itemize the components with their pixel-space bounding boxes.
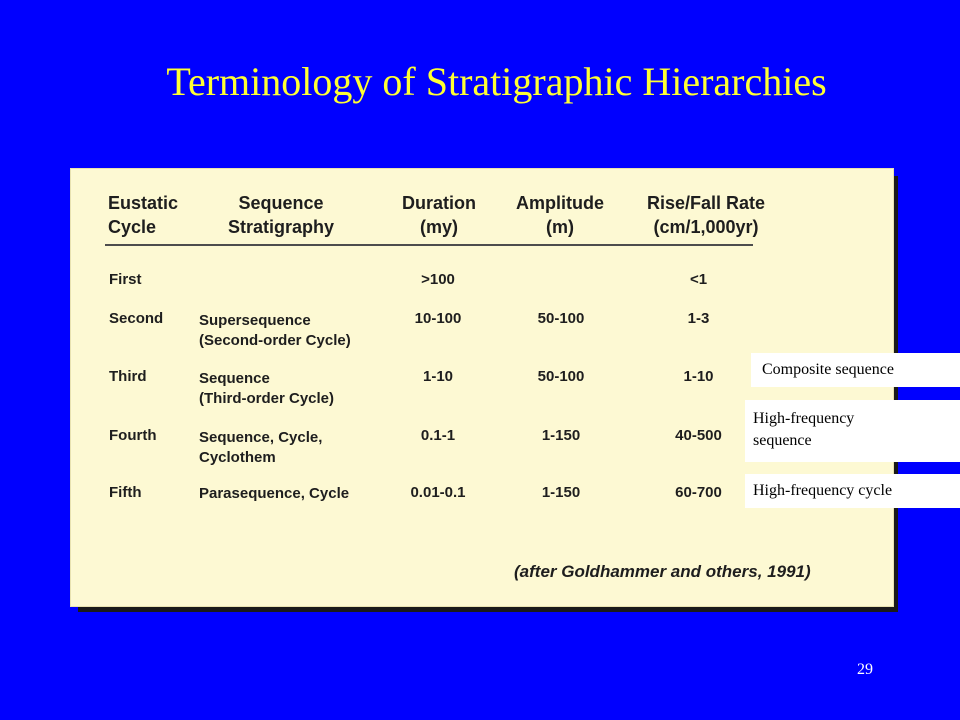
header-text: Eustatic: [108, 193, 179, 213]
header-text: Duration: [402, 193, 476, 213]
cell-text: Supersequence: [199, 312, 311, 329]
note-high-frequency-sequence: [745, 400, 960, 462]
cell-sequence: [199, 369, 334, 409]
cell-amplitude: 50-100: [537, 310, 585, 327]
header-eustatic-cycle: [108, 191, 178, 239]
header-sequence-stratigraphy: [213, 191, 349, 239]
header-duration: [391, 191, 487, 239]
cell-cycle: Fifth: [109, 484, 142, 501]
header-text: (my): [419, 217, 458, 237]
cell-text: Sequence, Cycle,: [199, 429, 323, 446]
note-text: sequence: [753, 432, 812, 449]
header-divider: [105, 244, 753, 246]
header-text: (m): [546, 217, 574, 237]
cell-cycle: First: [109, 271, 142, 288]
cell-duration: 10-100: [414, 310, 462, 327]
slide-title: Terminology of Stratigraphic Hierarchies: [166, 59, 827, 104]
cell-text: Sequence: [199, 370, 270, 387]
hierarchy-table: [70, 168, 894, 607]
cell-text: (Second-order Cycle): [199, 332, 351, 349]
cell-duration: 1-10: [422, 368, 454, 385]
cell-duration: 0.1-1: [420, 427, 456, 444]
header-text: Amplitude: [516, 193, 604, 213]
cell-rate: 40-500: [675, 427, 722, 444]
note-high-frequency-cycle: High-frequency cycle: [745, 474, 960, 508]
cell-cycle: Fourth: [109, 427, 157, 444]
cell-text: Cyclothem: [199, 449, 276, 466]
header-text: Cycle: [108, 217, 157, 237]
cell-rate: <1: [689, 271, 708, 288]
header-text: Rise/Fall Rate: [646, 193, 766, 213]
header-text: (cm/1,000yr): [653, 217, 759, 237]
cell-cycle: Second: [109, 310, 164, 327]
cell-rate: 1-3: [687, 310, 710, 327]
page-number: 29: [857, 661, 873, 678]
header-text: Stratigraphy: [227, 217, 335, 237]
header-text: Sequence: [238, 193, 324, 213]
note-composite-sequence: Composite sequence: [751, 353, 960, 387]
cell-text: (Third-order Cycle): [199, 390, 335, 407]
cell-sequence: Parasequence, Cycle: [199, 485, 350, 502]
header-rise-fall-rate: [633, 191, 779, 239]
cell-amplitude: 50-100: [537, 368, 585, 385]
source-credit: (after Goldhammer and others, 1991): [514, 562, 811, 581]
header-amplitude: [505, 191, 615, 239]
cell-amplitude: 1-150: [541, 484, 581, 501]
note-text: High-frequency: [753, 410, 855, 427]
cell-duration: >100: [421, 271, 455, 288]
cell-sequence: [199, 428, 322, 468]
cell-rate: 1-10: [683, 368, 714, 385]
cell-sequence: [199, 311, 351, 351]
cell-duration: 0.01-0.1: [410, 484, 466, 501]
cell-cycle: Third: [109, 368, 147, 385]
cell-amplitude: 1-150: [541, 427, 581, 444]
cell-rate: 60-700: [675, 484, 722, 501]
